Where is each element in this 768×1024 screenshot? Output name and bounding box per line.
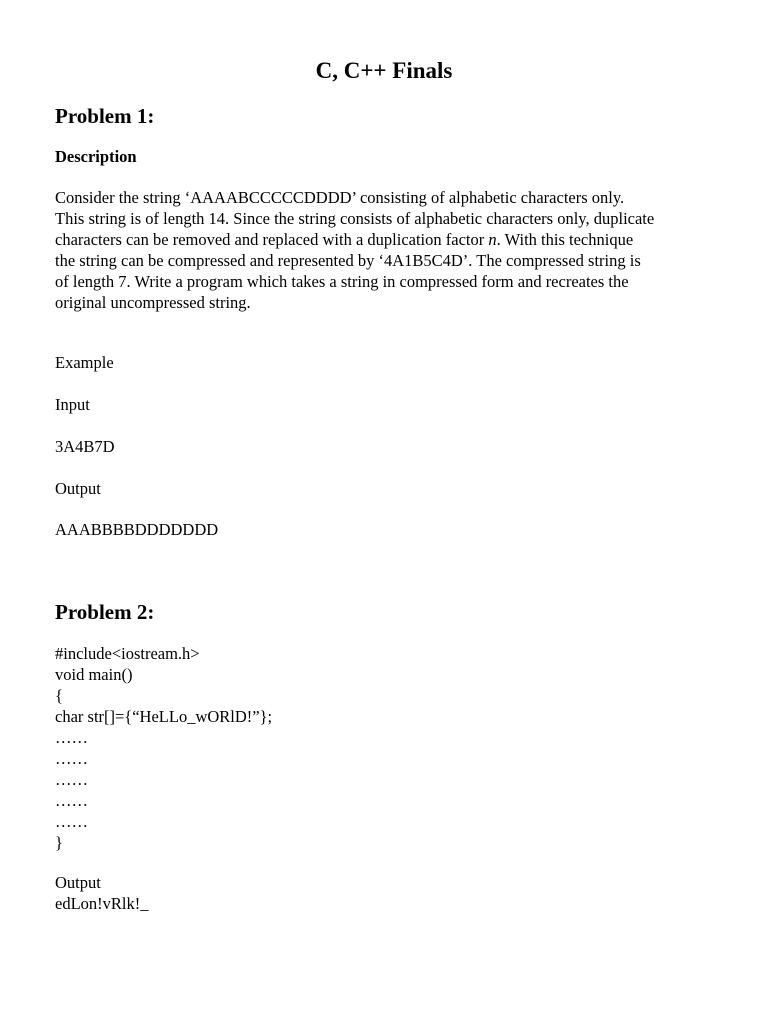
example-label: Example bbox=[55, 353, 114, 372]
code-line: char str[]={“HeLLo_wORlD!”}; bbox=[55, 707, 273, 726]
code-line: …… bbox=[55, 791, 88, 810]
code-line: void main() bbox=[55, 665, 133, 684]
output-value: AAABBBBDDDDDDD bbox=[55, 520, 219, 539]
input-value: 3A4B7D bbox=[55, 437, 115, 456]
code-line: #include<iostream.h> bbox=[55, 644, 200, 663]
problem-2-output-value: edLon!vRlk!_ bbox=[55, 894, 149, 913]
problem-2-output-label: Output bbox=[55, 873, 101, 892]
code-line: …… bbox=[55, 812, 88, 831]
code-line: …… bbox=[55, 728, 88, 747]
output-label: Output bbox=[55, 479, 101, 498]
description-line: of length 7. Write a program which takes a string in compressed form and recreates the bbox=[55, 272, 629, 291]
code-snippet bbox=[55, 643, 272, 853]
description-line bbox=[55, 229, 725, 250]
code-line: { bbox=[55, 686, 63, 705]
input-label: Input bbox=[55, 395, 90, 414]
description-line: original uncompressed string. bbox=[55, 293, 251, 312]
code-line: …… bbox=[55, 770, 88, 789]
description-line: the string can be compressed and represented by ‘4A1B5C4D’. The compressed string is bbox=[55, 251, 641, 270]
code-line: } bbox=[55, 833, 63, 852]
description-line: This string is of length 14. Since the string consists of alphabetic characters only, duplicate bbox=[55, 209, 655, 228]
document-title: C, C++ Finals bbox=[315, 58, 453, 83]
code-line: …… bbox=[55, 749, 88, 768]
description-line-text: . With this technique bbox=[496, 230, 634, 249]
description-heading: Description bbox=[55, 147, 137, 166]
problem-1-heading: Problem 1: bbox=[55, 104, 155, 128]
problem-2-heading: Problem 2: bbox=[55, 600, 155, 624]
description-line: Consider the string ‘AAAABCCCCCDDDD’ consisting of alphabetic characters only. bbox=[55, 188, 625, 207]
description-line-text: characters can be removed and replaced with a duplication factor bbox=[55, 230, 489, 249]
duplication-factor-variable: n bbox=[488, 230, 497, 249]
problem-1-description bbox=[55, 187, 725, 313]
